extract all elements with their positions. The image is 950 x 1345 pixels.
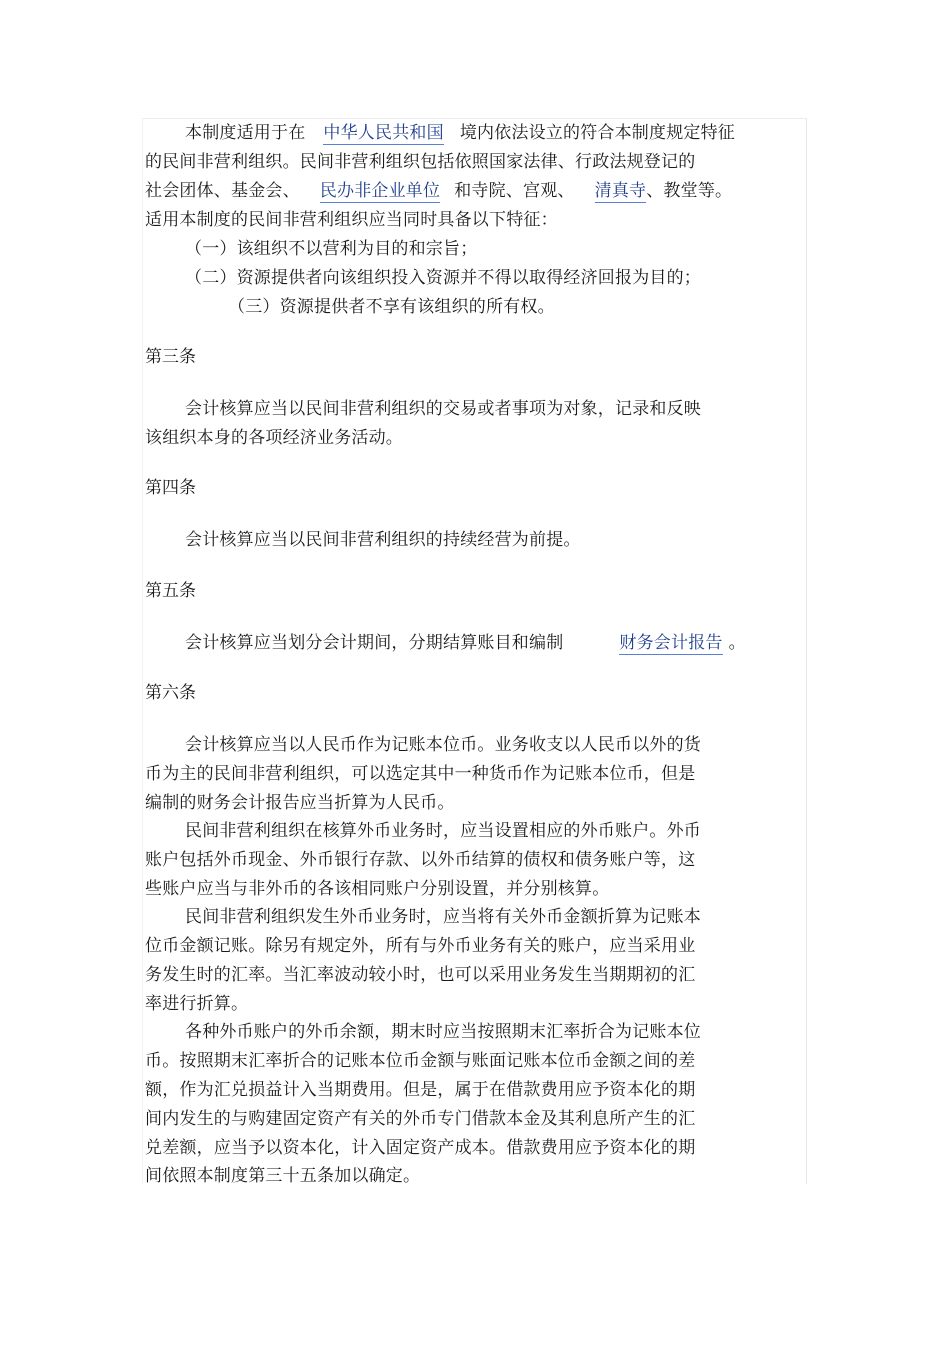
article-3-line-1: 会计核算应当以民间非营利组织的交易或者事项为对象，记录和反映 [185, 399, 701, 419]
article-4-line-1: 会计核算应当以民间非营利组织的持续经营为前提。 [185, 530, 581, 550]
intro-line-4: 适用本制度的民间非营利组织应当同时具备以下特征： [145, 210, 558, 230]
feature-item-2: （二）资源提供者向该组织投入资源并不得以取得经济回报为目的； [185, 268, 701, 288]
article-6-p2-line: 民间非营利组织在核算外币业务时，应当设置相应的外币账户。外币 [185, 821, 701, 841]
article-6-p4-line: 币。按照期末汇率折合的记账本位币金额与账面记账本位币金额之间的差 [145, 1051, 696, 1071]
article-6-p2-line: 账户包括外币现金、外币银行存款、以外币结算的债权和债务账户等，这 [145, 850, 696, 870]
intro-line-2: 的民间非营利组织。民间非营利组织包括依照国家法律、行政法规登记的 [145, 152, 696, 172]
article-6-p4-line: 各种外币账户的外币余额，期末时应当按照期末汇率折合为记账本位 [185, 1022, 701, 1042]
article-6-p2-line: 些账户应当与非外币的各该相同账户分别设置，并分别核算。 [145, 879, 610, 899]
article-3-title: 第三条 [145, 347, 196, 367]
article-6-p3-line: 务发生时的汇率。当汇率波动较小时，也可以采用业务发生当期期初的汇 [145, 965, 696, 985]
article-6-p4-line: 额，作为汇兑损益计入当期费用。但是，属于在借款费用应予资本化的期 [145, 1080, 696, 1100]
article-6-p3-line: 民间非营利组织发生外币业务时，应当将有关外币金额折算为记账本 [185, 907, 701, 927]
link-mosque[interactable]: 清真寺 [594, 181, 647, 201]
intro-text: 社会团体、基金会、 [145, 181, 300, 201]
article-5-text: 会计核算应当划分会计期间，分期结算账目和编制 [185, 633, 564, 653]
link-financial-report[interactable]: 财务会计报告 [619, 633, 723, 653]
link-prc[interactable]: 中华人民共和国 [323, 123, 444, 143]
article-6-p1-line: 会计核算应当以人民币作为记账本位币。业务收支以人民币以外的货 [185, 735, 701, 755]
article-6-p3-line: 位币金额记账。除另有规定外，所有与外币业务有关的账户，应当采用业 [145, 936, 696, 956]
article-6-p4-line: 间内发生的与购建固定资产有关的外币专门借款本金及其利息所产生的汇 [145, 1109, 696, 1129]
link-private-nonenterprise[interactable]: 民办非企业单位 [319, 181, 441, 201]
intro-text: 、教堂等。 [646, 181, 733, 201]
intro-text: 境内依法设立的符合本制度规定特征 [459, 123, 736, 143]
article-6-p1-line: 编制的财务会计报告应当折算为人民币。 [145, 793, 455, 813]
intro-text: 和寺院、宫观、 [454, 181, 575, 201]
article-4-title: 第四条 [145, 478, 196, 498]
article-5-title: 第五条 [145, 581, 196, 601]
article-3-line-2: 该组织本身的各项经济业务活动。 [145, 428, 403, 448]
article-6-p4-line: 兑差额，应当予以资本化，计入固定资产成本。借款费用应予资本化的期 [145, 1138, 696, 1158]
article-6-title: 第六条 [145, 683, 196, 703]
article-5-line-1 [185, 632, 746, 654]
article-5-text: 。 [728, 633, 746, 653]
intro-line-1 [145, 122, 735, 144]
feature-item-3: （三）资源提供者不享有该组织的所有权。 [228, 297, 555, 317]
feature-item-1: （一）该组织不以营利为目的和宗旨； [185, 239, 478, 259]
article-6-p4-line: 间依照本制度第三十五条加以确定。 [145, 1166, 421, 1186]
article-6-p3-line: 率进行折算。 [145, 994, 249, 1014]
intro-text: 本制度适用于在 [185, 123, 306, 143]
intro-line-3 [145, 180, 732, 202]
article-6-p1-line: 币为主的民间非营利组织，可以选定其中一种货币作为记账本位币，但是 [145, 764, 696, 784]
